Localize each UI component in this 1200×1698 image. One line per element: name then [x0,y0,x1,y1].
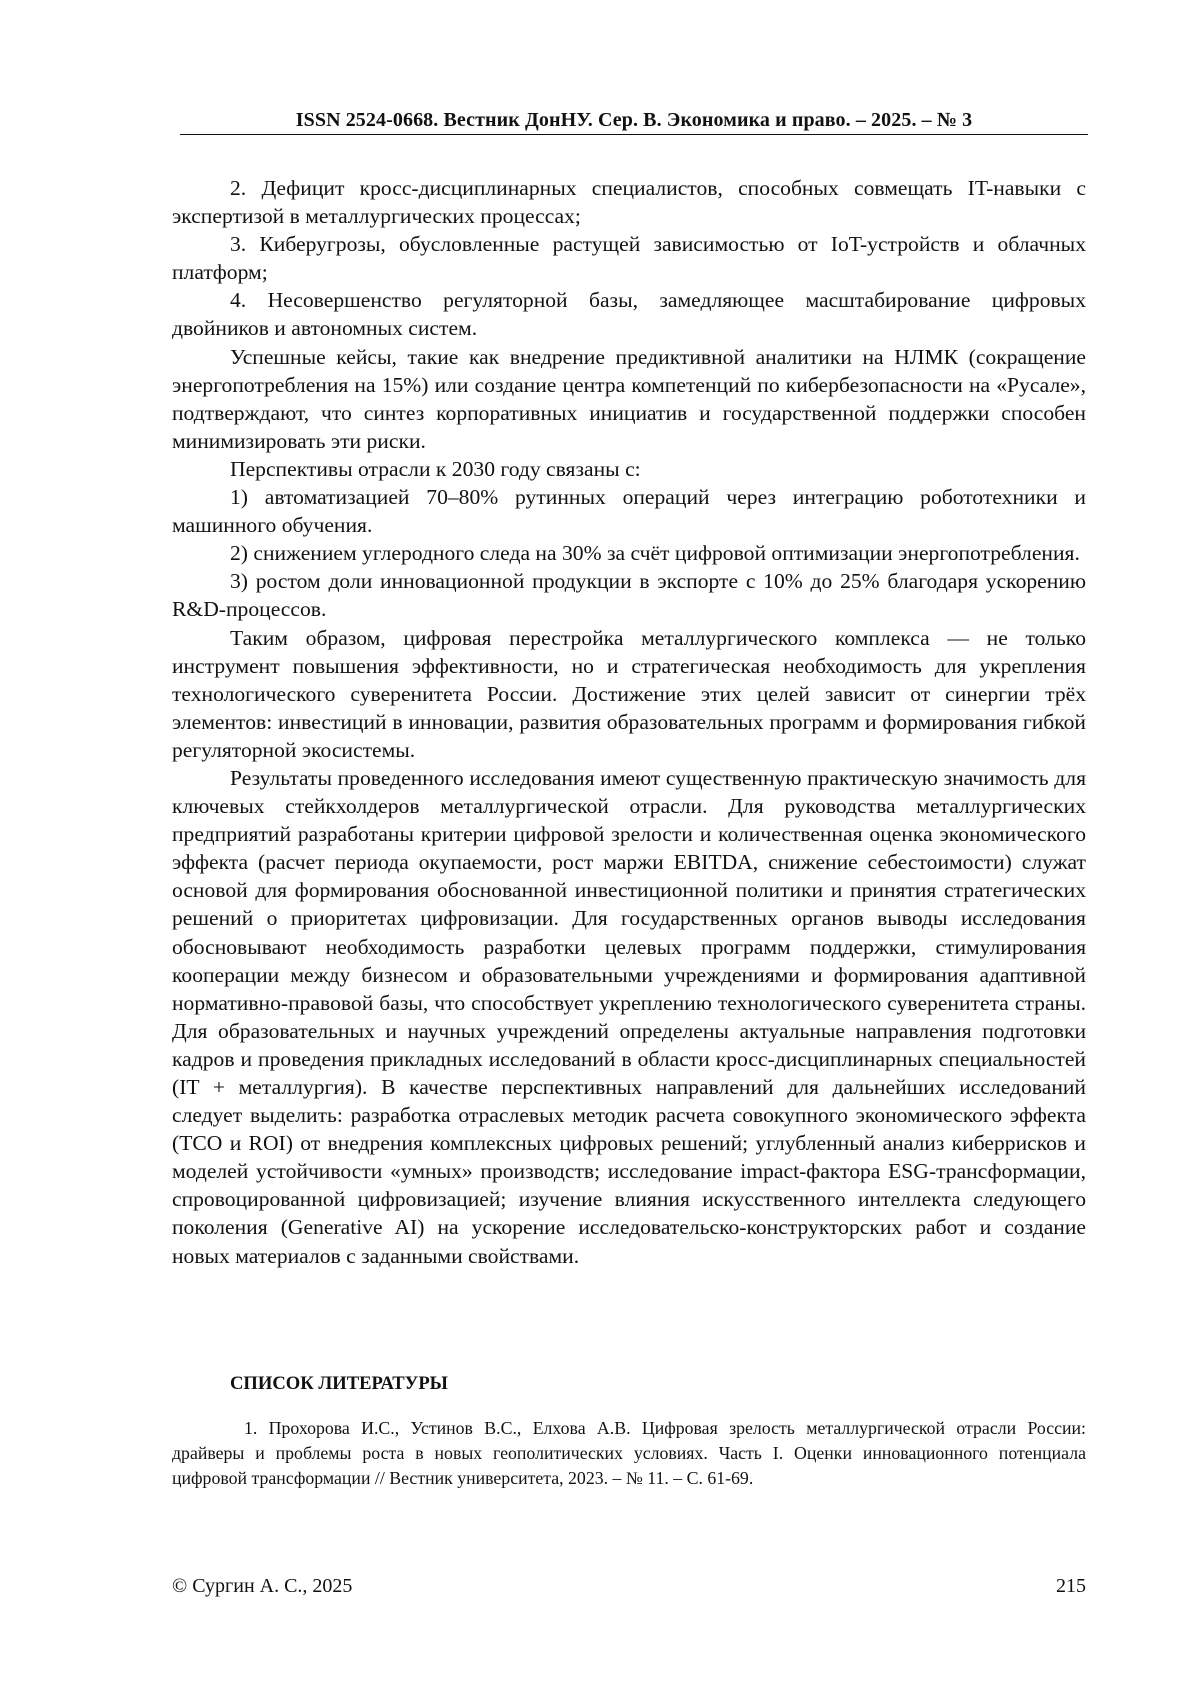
paragraph-success-cases: Успешные кейсы, такие как внедрение предиктивной аналитики на НЛМК (сокращение энергопотребления на 15%) или создание центра компетенций по кибербезопасности на «Русале», подтверждают, что синтез корпоративных инициатив и государственной поддержки способен минимизировать эти риски. [172,344,1086,453]
paragraph-results: Результаты проведенного исследования имеют существенную практическую значимость для ключевых стейкхолдеров металлургической отрасли. Для руководства металлургических предприятий разработаны критерии цифровой зрелости и количественная оценка экономического эффекта (расчет периода окупаемости, рост маржи EBITDA, снижение себестоимости) служат основой для формирования обоснованной инвестиционной политики и принятия стратегических решений о приоритетах цифровизации. Для государственных органов выводы исследования обосновывают необходимость разработки целевых программ поддержки, стимулирования кооперации между бизнесом и образовательными учреждениями и формирования адаптивной нормативно-правовой базы, что способствует укреплению технологического суверенитета страны. Для образовательных и научных учреждений определены актуальные направления подготовки кадров и проведения прикладных исследований в области кросс-дисциплинарных специальностей (IT + металлургия). В качестве перспективных направлений для дальнейших исследований следует выделить: разработка отраслевых методик расчета совокупного экономического эффекта (TCO и ROI) от внедрения комплексных цифровых решений; углубленный анализ киберрисков и моделей устойчивости «умных» производств; исследование impact-фактора ESG-трансформации, спровоцированной цифровизацией; изучение влияния искусственного интеллекта следующего поколения (Generative AI) на ускорение исследовательско-конструкторских работ и создание новых материалов с заданными свойствами. [172,765,1086,1268]
paragraph-prospect-3: 3) ростом доли инновационной продукции в экспорте с 10% до 25% благодаря ускорению R&D-процессов. [172,569,1086,622]
body-text [172,174,1086,1270]
references-list [172,1416,1086,1490]
paragraph-list-item-4: 4. Несовершенство регуляторной базы, замедляющее масштабирование цифровых двойников и автономных систем. [172,288,1086,341]
paragraph-prospect-2: 2) снижением углеродного следа на 30% за счёт цифровой оптимизации энергопотребления. [230,541,1080,566]
header-rule [180,134,1088,135]
references-heading: СПИСОК ЛИТЕРАТУРЫ [230,1373,448,1394]
paragraph-list-item-3: 3. Киберугрозы, обусловленные растущей зависимостью от IoT-устройств и облачных платформ; [172,232,1086,285]
paragraph-prospects-intro: Перспективы отрасли к 2030 году связаны с: [230,456,641,481]
reference-item: 1. Прохорова И.С., Устинов В.С., Елхова А.В. Цифровая зрелость металлургической отрасли России: драйверы и проблемы роста в новых геополитических условиях. Часть I. Оценки инновационного потенциала цифровой трансформации // Вестник университета, 2023. – № 11. – С. 61-69. [172,1418,1086,1488]
paragraph-prospect-1: 1) автоматизацией 70–80% рутинных операций через интеграцию робототехники и машинного обучения. [172,485,1086,538]
page-number: 215 [1056,1575,1086,1597]
paragraph-conclusion: Таким образом, цифровая перестройка металлургического комплекса — не только инструмент повышения эффективности, но и стратегическая необходимость для укрепления технологического суверенитета России. Достижение этих целей зависит от синергии трёх элементов: инвестиций в инновации, развития образовательных программ и формирования гибкой регуляторной экосистемы. [172,625,1086,762]
footer-copyright: © Сургин А. С., 2025 [172,1575,353,1597]
paragraph-list-item-2: 2. Дефицит кросс-дисциплинарных специалистов, способных совмещать IT-навыки с экспертизой в металлургических процессах; [172,176,1086,229]
running-header: ISSN 2524-0668. Вестник ДонНУ. Сер. В. Экономика и право. – 2025. – № 3 [295,109,973,131]
